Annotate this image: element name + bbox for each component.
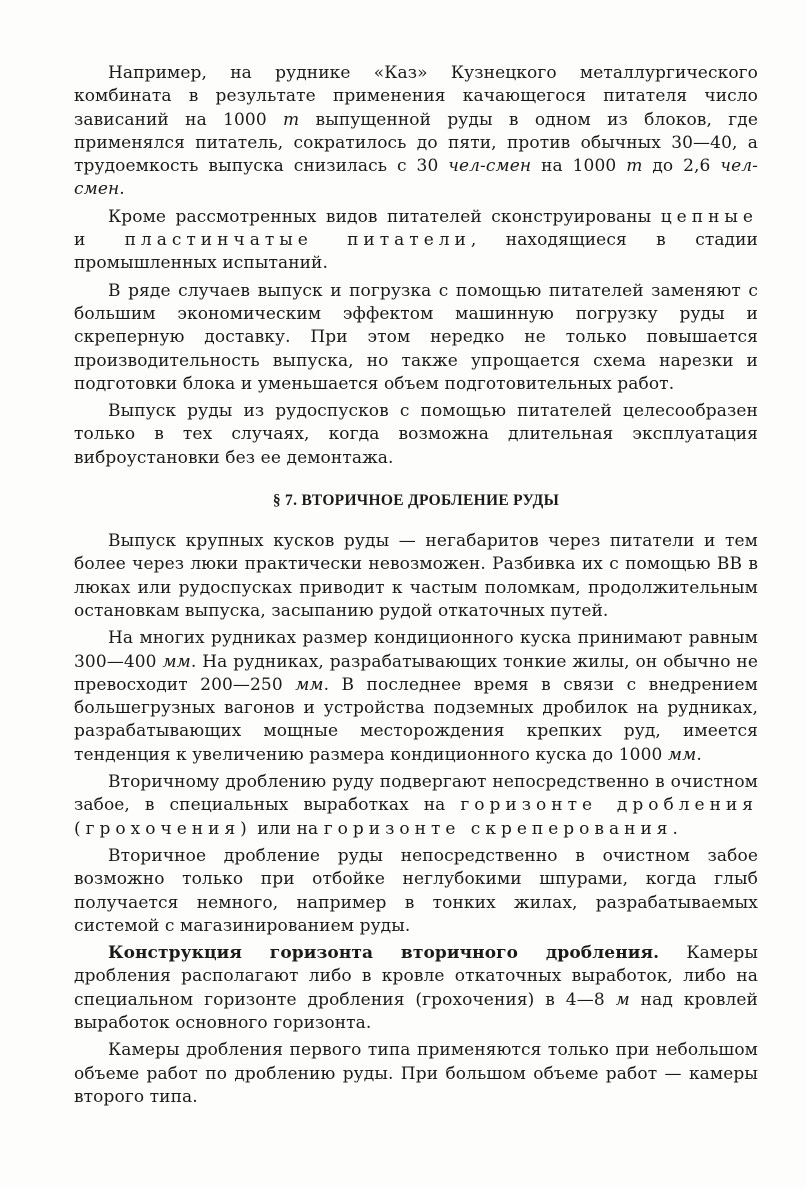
text-run: , находящиеся в стадии промышленных испытаний. [74,230,758,274]
text-run: выпущенной руды в одном из блоков, где применялся питатель, сократилось до пяти, против обычных 30—40, а трудоемкость выпуска снизилась с 30 [74,109,758,177]
text-run: . [672,818,679,839]
text-run: Камеры дробления располагают либо в кровле откаточных выработок, либо на специальном горизонте дробления (грохочения) в 4—8 [74,943,758,1010]
text-run: . В последнее время в связи с внедрением большегрузных вагонов и устройства подземных дробилок на рудниках, разрабатывающих мощные месторождения крепких руд, имеется тенденция к увеличению размера кондиционного куска до 1000 [74,674,758,765]
run-in-heading: Конструкция горизонта вторичного дробления. [108,943,660,964]
text-run: над кровлей выработок основного горизонта. [74,989,758,1033]
unit: мм [295,674,324,695]
text-run: или на [251,818,324,839]
text-run: Кроме рассмотренных видов питателей сконструированы [108,206,661,227]
unit: т [626,156,643,177]
paragraph-1 [74,62,758,202]
paragraph-9 [74,942,758,1035]
text-run: . На рудниках, разрабатывающих тонкие жилы, он обычно не превосходит 200—250 [74,651,758,695]
paragraph-5: Выпуск крупных кусков руды — негабаритов через питатели и тем более через люки практически невозможен. Разбивка их с помощью ВВ в люках или рудоспусках приводит к частым поломкам, продолжительным остановкам выпуска, засыпанию рудой откаточных путей. [74,531,758,621]
unit: м [615,989,630,1010]
text-run: Вторичному дроблению руду подвергают непосредственно в очистном забое, в специальных выработках на [74,772,758,816]
text-run: . [119,179,125,200]
paragraph-7 [74,771,758,841]
spaced-emphasis: горизонте скреперования [323,818,673,839]
section-heading: § 7. ВТОРИЧНОЕ ДРОБЛЕНИЕ РУДЫ [272,492,560,510]
paragraph-10: Камеры дробления первого типа применяются только при небольшом объеме работ по дроблению руды. При большом объеме работ — камеры второго типа. [74,1040,758,1107]
unit: мм [162,651,191,672]
unit: т [283,109,300,130]
text-run: до 2,6 [642,156,721,177]
paragraph-6 [74,627,758,767]
unit: чел-смен [74,156,758,200]
paragraph-3: В ряде случаев выпуск и погрузка с помощью питателей заменяют с большим экономическим эффектом машинную погрузку руды и скреперную доставку. При этом нередко не только повышается производительность выпуска, но также упрощается схема нарезки и подготовки блока и уменьшается объем подготовительных работ. [74,280,758,394]
paragraph-2 [74,206,758,276]
text-run: на 1000 [531,156,627,177]
text-run: Например, на руднике «Каз» Кузнецкого металлургического комбината в результате применения качающегося питателя число зависаний на 1000 [74,63,758,130]
text-run: На многих рудниках размер кондиционного куска принимают равным 300—400 [74,628,758,672]
spaced-emphasis: цепные и пластинчатые питатели [74,206,758,251]
page-text [74,62,758,1109]
spaced-emphasis: горизонте дробления (грохочения) [74,795,758,839]
paragraph-8: Вторичное дробление руды непосредственно в очистном забое возможно только при отбойке неглубокими шпурами, когда глыб получается немного, например в тонких жилах, разрабатываемых системой с магазинированием руды. [74,845,758,936]
unit: мм [667,744,697,765]
paragraph-4: Выпуск руды из рудоспусков с помощью питателей целесообразен только в тех случаях, когда возможна длительная эксплуатация виброустановки без ее демонтажа. [74,401,758,468]
unit: чел-смен [448,156,532,177]
text-run: . [696,744,702,765]
